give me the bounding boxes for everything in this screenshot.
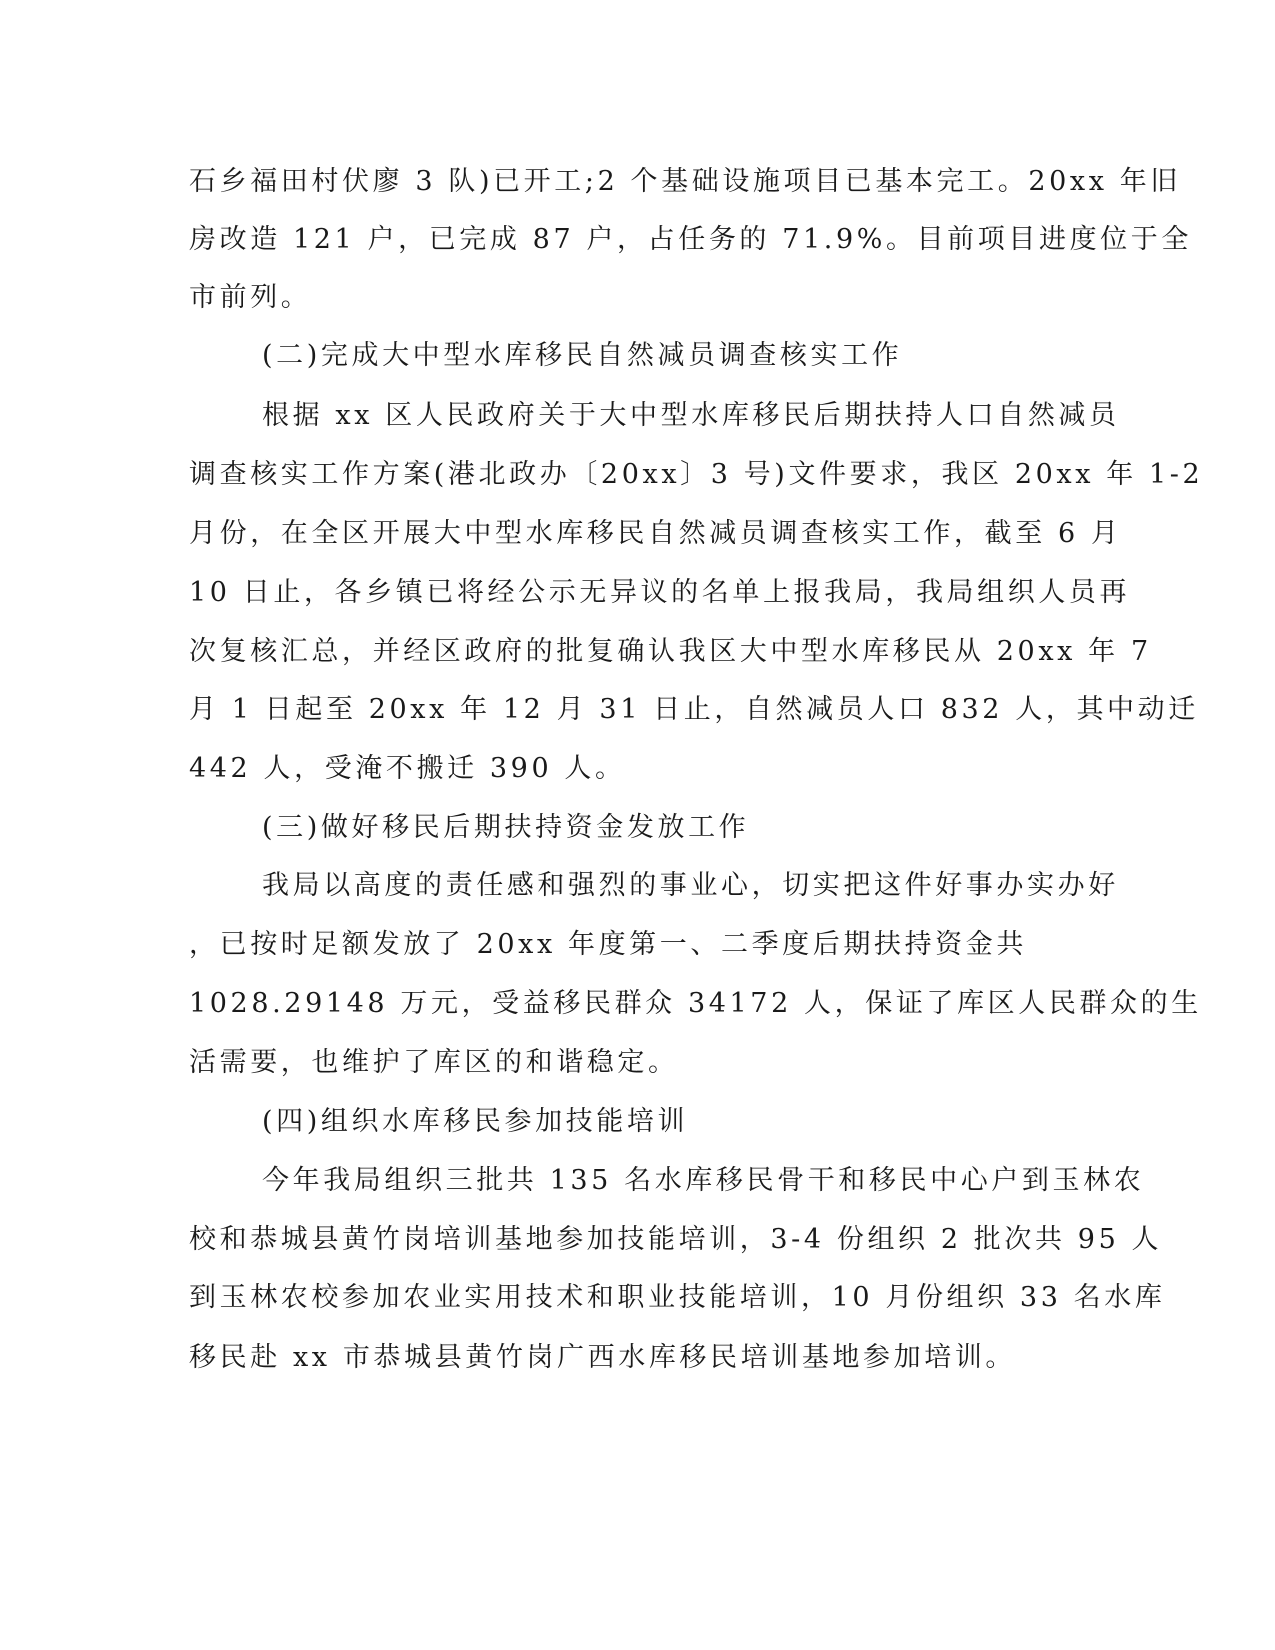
text-line: 我局以高度的责任感和强烈的事业心，切实把这件好事办实办好: [262, 870, 1119, 901]
text-line: 442 人，受淹不搬迁 390 人。: [189, 753, 626, 784]
text-line: 市前列。: [189, 282, 312, 313]
text-line: 月 1 日起至 20xx 年 12 月 31 日止，自然减员人口 832 人，其中动迁: [189, 694, 1199, 725]
text-line: 调查核实工作方案(港北政办〔20xx〕3 号)文件要求，我区 20xx 年 1-2: [189, 459, 1204, 490]
text-line: 房改造 121 户，已完成 87 户，占任务的 71.9%。目前项目进度位于全: [189, 224, 1192, 255]
text-line: 根据 xx 区人民政府关于大中型水库移民后期扶持人口自然减员: [262, 400, 1120, 431]
text-line: 移民赴 xx 市恭城县黄竹岗广西水库移民培训基地参加培训。: [189, 1342, 1017, 1373]
section-heading: (四)组织水库移民参加技能培训: [262, 1106, 689, 1137]
text-line: 活需要，也维护了库区的和谐稳定。: [189, 1047, 679, 1078]
text-line: ，已按时足额发放了 20xx 年度第一、二季度后期扶持资金共: [189, 929, 1027, 960]
text-line: 次复核汇总，并经区政府的批复确认我区大中型水库移民从 20xx 年 7: [189, 636, 1152, 667]
text-line: 石乡福田村伏廖 3 队)已开工;2 个基础设施项目已基本完工。20xx 年旧: [189, 166, 1181, 197]
section-heading: (三)做好移民后期扶持资金发放工作: [262, 812, 750, 843]
text-line: 今年我局组织三批共 135 名水库移民骨干和移民中心户到玉林农: [262, 1165, 1145, 1196]
text-line: 10 日止，各乡镇已将经公示无异议的名单上报我局，我局组织人员再: [189, 577, 1131, 608]
text-line: 1028.29148 万元，受益移民群众 34172 人，保证了库区人民群众的生: [189, 988, 1202, 1019]
text-line: 到玉林农校参加农业实用技术和职业技能培训，10 月份组织 33 名水库: [189, 1282, 1166, 1313]
section-heading: (二)完成大中型水库移民自然减员调查核实工作: [262, 340, 903, 371]
text-line: 月份，在全区开展大中型水库移民自然减员调查核实工作，截至 6 月: [189, 518, 1122, 549]
text-line: 校和恭城县黄竹岗培训基地参加技能培训，3-4 份组织 2 批次共 95 人: [189, 1224, 1163, 1255]
